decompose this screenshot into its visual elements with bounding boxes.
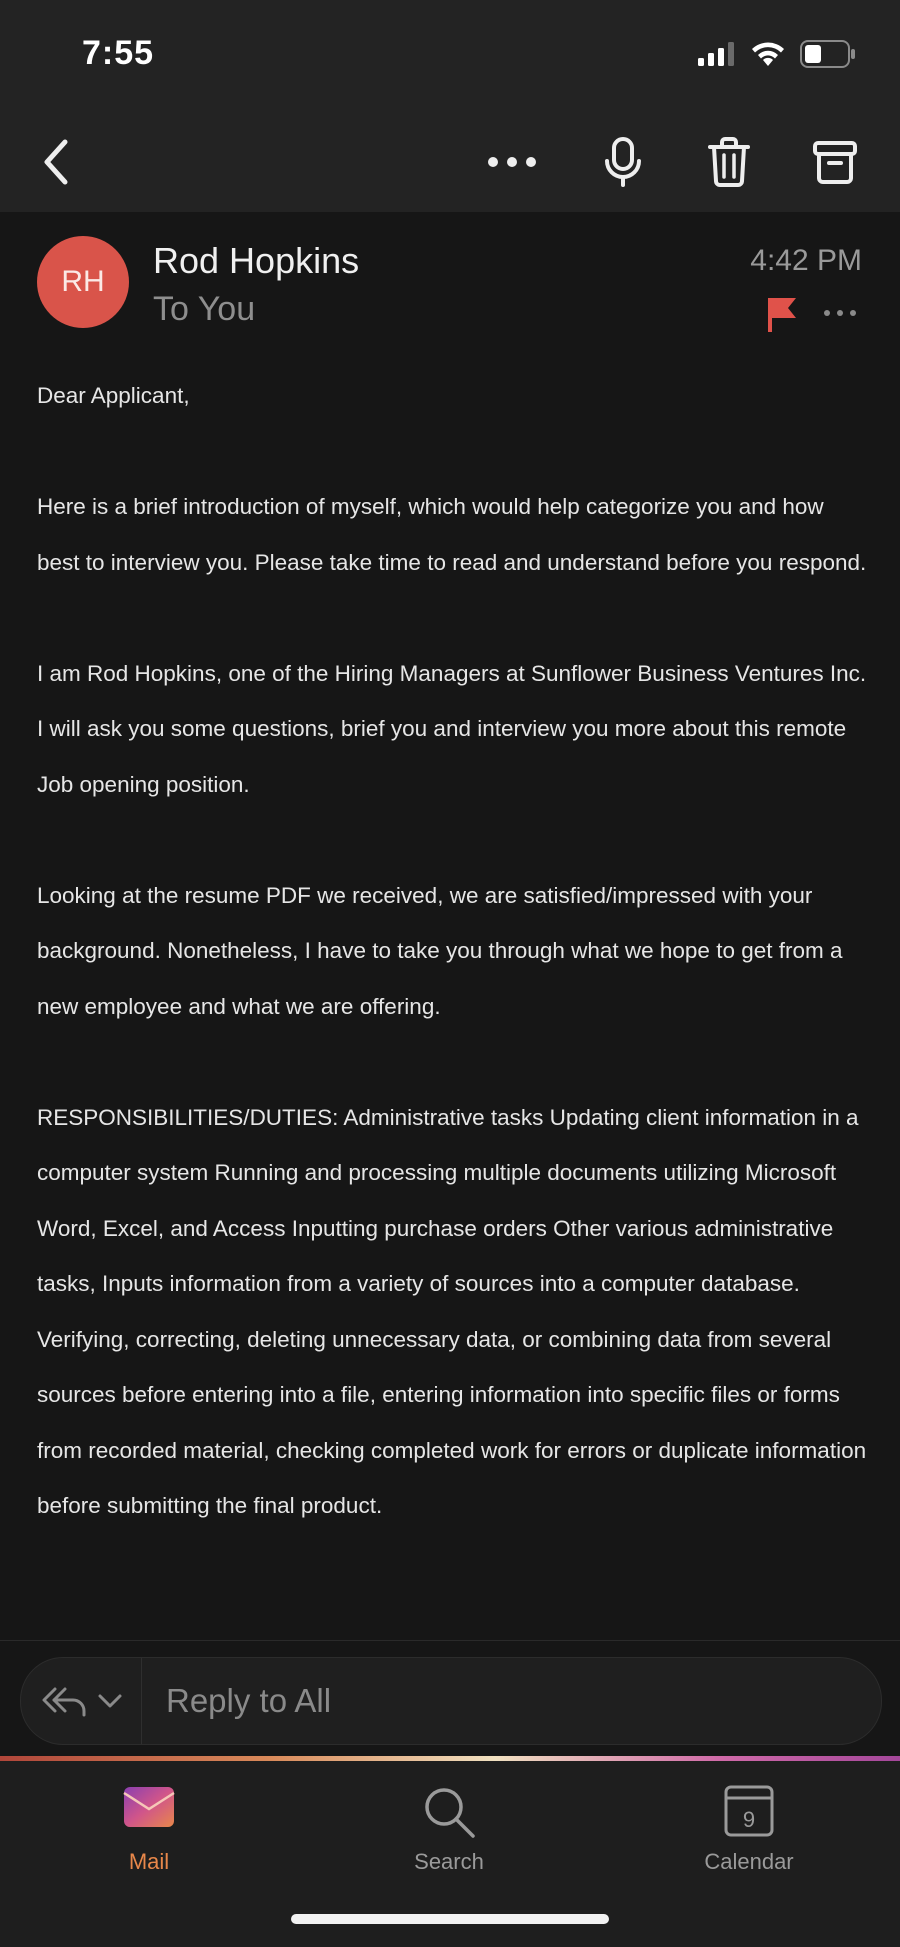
email-paragraph: RESPONSIBILITIES/DUTIES: Administrative tasks Updating client information in a computer system Running and processing multiple documents utilizing Microsoft Word, Excel, and Access Inputting purchase orders Other various administrative tasks, Inputs information from a variety of sources into a computer database. Verifying, correcting, deleting unnecessary data, or combining data from several sources before entering into a file, entering information into specific files or forms from recorded material, checking completed work for errors or duplicate information before submitting the final product.	[37, 1104, 867, 1518]
archive-icon	[813, 140, 857, 184]
more-horizontal-icon	[487, 156, 537, 168]
email-toolbar	[0, 110, 900, 212]
tab-search-label: Search	[414, 1849, 484, 1874]
tab-calendar-label: Calendar	[704, 1849, 794, 1874]
chevron-down-icon	[97, 1693, 123, 1709]
status-bar	[0, 0, 900, 110]
sender-name[interactable]: Rod Hopkins	[153, 240, 360, 281]
email-paragraph: Here is a brief introduction of myself, which would help categorize you and how best to interview you. Please take time to read and understand before you respond.	[37, 494, 867, 575]
tab-mail[interactable]	[49, 1771, 249, 1891]
reply-type-selector[interactable]	[41, 1658, 161, 1744]
email-more-icon[interactable]	[822, 298, 858, 328]
trash-icon	[707, 137, 751, 187]
back-button[interactable]	[26, 132, 86, 192]
status-icons	[698, 40, 856, 68]
tab-search[interactable]	[349, 1771, 549, 1891]
mail-icon	[123, 1785, 175, 1829]
email-header	[0, 212, 900, 352]
reply-bar[interactable]	[20, 1657, 882, 1745]
reply-input[interactable]: Reply to All	[166, 1682, 332, 1719]
chevron-left-icon	[41, 138, 71, 186]
email-paragraph: I am Rod Hopkins, one of the Hiring Managers at Sunflower Business Ventures Inc. I will ask you some questions, brief you and interview you more about this remote Job opening position.	[37, 660, 867, 797]
reply-area	[0, 1640, 900, 1759]
microphone-icon	[603, 137, 643, 187]
tab-mail-label: Mail	[128, 1849, 170, 1874]
calendar-icon	[724, 1785, 774, 1837]
tab-calendar[interactable]	[649, 1771, 849, 1891]
cellular-signal-icon	[698, 42, 736, 66]
battery-icon	[800, 40, 856, 68]
status-time: 7:55	[82, 34, 155, 72]
wifi-icon	[750, 41, 786, 67]
flag-icon[interactable]	[766, 296, 798, 334]
tab-bar	[0, 1761, 900, 1947]
reply-divider	[141, 1658, 142, 1744]
sender-avatar[interactable]: RH	[37, 236, 129, 328]
delete-button[interactable]	[699, 132, 759, 192]
email-paragraph: Dear Applicant,	[37, 383, 190, 408]
more-options-button[interactable]	[482, 132, 542, 192]
home-indicator	[291, 1914, 609, 1924]
email-paragraph: Looking at the resume PDF we received, we are satisfied/impressed with your background. Nonetheless, I have to take you through what we hope to get from a new employee and what we are offering.	[37, 882, 843, 1019]
archive-button[interactable]	[805, 132, 865, 192]
recipient-line[interactable]: To You	[153, 290, 256, 328]
search-icon	[422, 1785, 476, 1839]
calendar-day: 9	[742, 1807, 756, 1832]
reply-all-icon	[41, 1685, 87, 1717]
dictate-button[interactable]	[593, 132, 653, 192]
email-time: 4:42 PM	[750, 244, 862, 277]
email-body	[37, 368, 867, 1589]
